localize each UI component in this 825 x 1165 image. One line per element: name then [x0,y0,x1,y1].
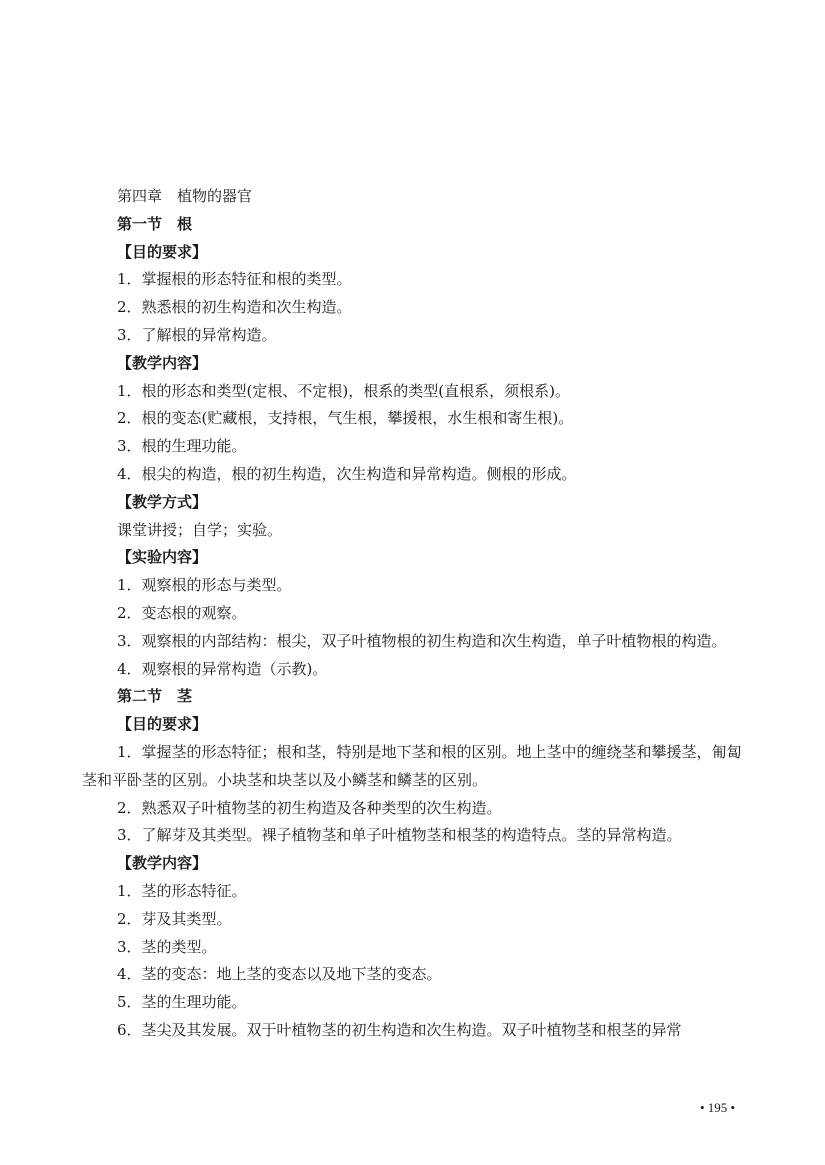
list-item: 2．芽及其类型。 [117,909,232,928]
list-item: 1．根的形态和类型(定根、不定根)，根系的类型(直根系，须根系)。 [117,381,570,400]
list-item: 2．根的变态(贮藏根，支持根，气生根，攀援根，水生根和寄生根)。 [117,409,574,428]
section-heading-method: 【教学方式】 [117,492,208,511]
section-heading-experiments: 【实验内容】 [117,548,208,567]
list-item: 6．茎尖及其发展。双于叶植物茎的初生构造和次生构造。双子叶植物茎和根茎的异常 [117,1020,682,1039]
chapter-title: 第四章 植物的器官 [117,187,253,205]
list-item: 4．茎的变态：地上茎的变态以及地下茎的变态。 [117,965,442,984]
page-number: • 195 • [700,1100,736,1115]
section-title: 第一节 根 [117,214,193,233]
list-item: 2．熟悉双子叶植物茎的初生构造及各种类型的次生构造。 [117,798,502,817]
section-heading-goals: 【目的要求】 [117,242,208,261]
section-heading-content: 【教学内容】 [117,854,208,873]
list-item: 3．了解芽及其类型。裸子植物茎和单子叶植物茎和根茎的构造特点。茎的异常构造。 [117,826,682,845]
list-item: 3．观察根的内部结构：根尖，双子叶植物根的初生构造和次生构造，单子叶植物根的构造。 [117,631,727,650]
list-item: 3．了解根的异常构造。 [117,325,277,344]
page-body [82,183,746,1045]
list-item: 4．根尖的构造，根的初生构造，次生构造和异常构造。侧根的形成。 [117,464,577,483]
list-item: 5．茎的生理功能。 [117,993,247,1012]
list-item: 1．掌握根的形态特征和根的类型。 [117,270,352,289]
method-text: 课堂讲授；自学；实验。 [117,520,283,539]
list-item: 3．茎的类型。 [117,937,217,956]
section-heading-goals: 【目的要求】 [117,715,208,734]
list-item: 1．茎的形态特征。 [117,881,247,900]
list-item: 1．掌握茎的形态特征；根和茎，特别是地下茎和根的区别。地上茎中的缠绕茎和攀援茎，匍匐茎和平卧茎的区别。小块茎和块茎以及小鳞茎和鳞茎的区别。 [82,742,742,789]
section-heading-content: 【教学内容】 [117,353,208,372]
list-item: 2．变态根的观察。 [117,603,247,622]
list-item: 4．观察根的异常构造（示教)。 [117,659,328,678]
list-item: 1．观察根的形态与类型。 [117,576,292,595]
list-item: 2．熟悉根的初生构造和次生构造。 [117,298,352,317]
section-title: 第二节 茎 [117,687,193,706]
list-item: 3．根的生理功能。 [117,437,247,456]
